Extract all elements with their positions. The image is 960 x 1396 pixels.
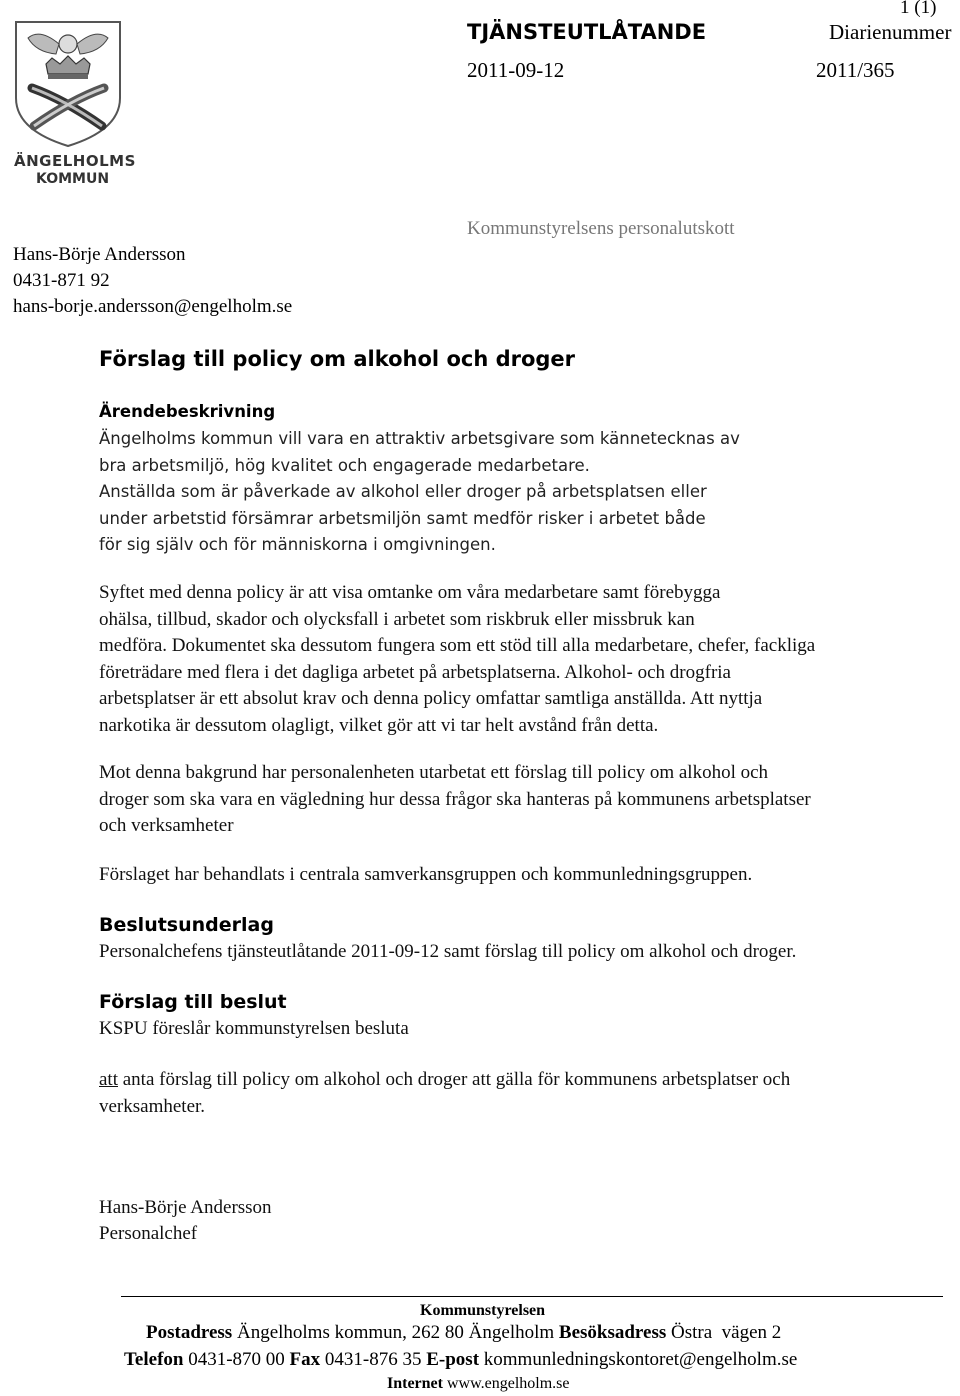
diarie-label: Diarienummer xyxy=(829,20,952,44)
text-line: bra arbetsmiljö, hög kvalitet och engagerade medarbetare. xyxy=(99,455,590,475)
text-line: Ängelholms kommun vill vara en attraktiv arbetsgivare som kännetecknas av xyxy=(99,429,740,448)
decision-statement xyxy=(99,1067,790,1120)
signature-title: Personalchef xyxy=(99,1223,198,1244)
att-text: anta förslag till policy om alkohol och droger att gälla för kommunens arbetsplatser och xyxy=(118,1069,791,1090)
text-line xyxy=(99,1067,790,1094)
sender-name: Hans-Börje Andersson xyxy=(13,244,186,265)
text-line: Mot denna bakgrund har personalenheten utarbetat ett förslag till policy om alkohol och xyxy=(99,762,769,783)
internet-value[interactable]: www.engelholm.se xyxy=(446,1375,570,1392)
att-word: att xyxy=(99,1069,118,1090)
internet-label: Internet xyxy=(387,1375,443,1392)
logo-line1: ÄNGELHOLMS xyxy=(14,152,136,170)
sender-phone: 0431-871 92 xyxy=(13,270,110,291)
text-line: narkotika är dessutom olagligt, vilket gör att vi tar helt avstånd från detta. xyxy=(99,714,659,736)
diarie-number: 2011/365 xyxy=(816,58,895,82)
recipient: Kommunstyrelsens personalutskott xyxy=(467,218,735,239)
page-indicator: 1 (1) xyxy=(900,0,937,18)
footer-divider xyxy=(121,1296,943,1297)
footer-internet-line xyxy=(387,1375,569,1393)
text-line: företrädare med flera i det dagliga arbetet på arbetsplatserna. Alkohol- och drogfria xyxy=(99,661,731,683)
text-line: ohälsa, tillbud, skador och olycksfall i arbetet som riskbruk eller missbruk kan xyxy=(99,608,695,630)
beslutsunderlag-heading: Beslutsunderlag xyxy=(99,914,274,936)
signature-name: Hans-Börje Andersson xyxy=(99,1197,272,1218)
text-line: för sig själv och för människorna i omgivningen. xyxy=(99,535,496,554)
fax-label: Fax xyxy=(289,1349,321,1370)
sender-email[interactable]: hans-borje.andersson@engelholm.se xyxy=(13,296,293,317)
coat-of-arms-icon xyxy=(10,18,126,148)
footer-org: Kommunstyrelsen xyxy=(420,1302,546,1319)
footer-address-line xyxy=(146,1322,781,1344)
text-line: under arbetstid försämrar arbetsmiljön samt medför risker i arbetet både xyxy=(99,508,706,528)
footer-contact-line xyxy=(124,1349,797,1371)
forslag-text: KSPU föreslår kommunstyrelsen besluta xyxy=(99,1018,409,1039)
epost-label: E-post xyxy=(426,1349,480,1370)
telefon-label: Telefon xyxy=(124,1349,184,1370)
arendebeskrivning-text xyxy=(99,426,740,559)
besoksadress-value: Östra vägen 2 xyxy=(671,1322,782,1343)
beslutsunderlag-text: Personalchefens tjänsteutlåtande 2011-09-12 samt förslag till policy om alkohol och droger. xyxy=(99,941,797,962)
paragraph-background xyxy=(99,760,811,840)
text-line: arbetsplatser är ett absolut krav och denna policy omfattar samtliga anställda. Att nyttja xyxy=(99,688,763,709)
epost-value[interactable]: kommunledningskontoret@engelholm.se xyxy=(483,1349,798,1370)
municipality-logo xyxy=(10,18,136,193)
paragraph-purpose xyxy=(99,580,815,739)
text-line: verksamheter. xyxy=(99,1095,206,1117)
forslag-heading: Förslag till beslut xyxy=(99,991,287,1013)
postadress-value: Ängelholms kommun, 262 80 Ängelholm xyxy=(236,1322,555,1343)
text-line: medföra. Dokumentet ska dessutom fungera som ett stöd till alla medarbetare, chefer, fackliga xyxy=(99,635,816,656)
telefon-value: 0431-870 00 xyxy=(188,1349,285,1370)
document-type: TJÄNSTEUTLÅTANDE xyxy=(467,20,707,44)
text-line: och verksamheter xyxy=(99,815,234,836)
logo-line2: KOMMUN xyxy=(36,171,110,187)
document-title: Förslag till policy om alkohol och droger xyxy=(99,347,576,371)
postadress-label: Postadress xyxy=(146,1322,233,1343)
text-line: Anställda som är påverkade av alkohol eller droger på arbetsplatsen eller xyxy=(99,482,707,501)
arendebeskrivning-heading: Ärendebeskrivning xyxy=(99,402,276,421)
paragraph-handling: Förslaget har behandlats i centrala samverkansgruppen och kommunledningsgruppen. xyxy=(99,864,753,885)
text-line: droger som ska vara en vägledning hur dessa frågor ska hanteras på kommunens arbetsplatser xyxy=(99,788,811,810)
fax-value: 0431-876 35 xyxy=(324,1349,422,1370)
document-date: 2011-09-12 xyxy=(467,58,565,82)
text-line: Syftet med denna policy är att visa omtanke om våra medarbetare samt förebygga xyxy=(99,582,721,603)
besoksadress-label: Besöksadress xyxy=(558,1322,667,1343)
